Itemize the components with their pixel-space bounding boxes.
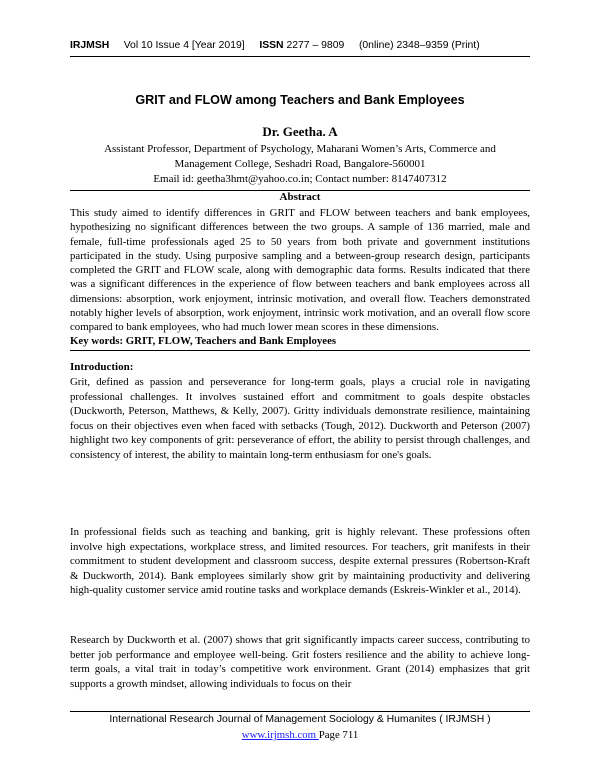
keywords: Key words: GRIT, FLOW, Teachers and Bank Employees (70, 335, 337, 347)
abstract-text: This study aimed to identify differences in GRIT and FLOW between teachers and bank employees, hypothesizing no significant differences between the two groups. A sample of 136 married, male and female, full-time professionals aged 25 to 50 years from both private and government institutions participated in the study. Using purposive sampling and a between-group research design, participants completed the GRIT and FLOW scale, along with demographic data forms. Results indicated that there was a significant differences in the experience of flow between teachers and bank employees across all dimensions: absorption, work enjoyment, intrinsic motivation, and overall flow. Teachers demonstrated notably higher levels of absorption, work enjoyment, intrinsic work motivation, and an overall flow score compared to bank employees, who had much lower mean scores in these dimensions. (70, 207, 530, 334)
footer-journal-name: International Research Journal of Management Sociology & Humanites ( IRJMSH ) (109, 714, 491, 725)
running-head (70, 40, 530, 51)
page-number: Page 711 (318, 729, 359, 741)
journal-url-link[interactable]: www.irjmsh.com (241, 729, 319, 741)
contact-line: Email id: geetha3hmt@yahoo.co.in; Contact number: 8147407312 (153, 173, 447, 185)
introduction-heading: Introduction: (70, 361, 134, 373)
footer-divider (70, 711, 530, 712)
header-divider (70, 56, 530, 57)
author-affiliation (70, 142, 530, 187)
issn-number: 2277 – 9809 (286, 40, 345, 51)
affiliation-line-2: Management College, Seshadri Road, Bangalore-560001 (174, 158, 426, 170)
footer-line (70, 729, 530, 741)
abstract-bottom-divider (70, 350, 530, 351)
issn-online: (0nline) 2348–9359 (Print) (358, 40, 480, 51)
intro-paragraph-1: Grit, defined as passion and perseverance for long-term goals, plays a crucial role in navigating professional challenges. It involves sustained effort and commitment to goals despite obstacles (Duckworth, Peterson, Matthews, & Kelly, 2007). Gritty individuals demonstrate resilience, maintaining focus on their objectives even when faced with setbacks (Tough, 2012). Duckworth and Peterson (2007) highlight two key components of grit: perseverance of effort, the ability to persist through challenges, and consistency of interest, the ability to maintain long-term enthusiasm for one's goals. (70, 376, 530, 461)
paper-title: GRIT and FLOW among Teachers and Bank Employees (135, 93, 465, 107)
abstract-heading: Abstract (279, 191, 321, 203)
author-name: Dr. Geetha. A (262, 124, 338, 139)
issn-label: ISSN (259, 40, 284, 51)
intro-paragraph-3: Research by Duckworth et al. (2007) shows that grit significantly impacts career success, contributing to better job performance and employee well-being. Grit fosters resilience and the ability to achieve long-term goals, a vital trait in today’s competitive work environment. Grant (2014) emphasizes that grit supports a growth mindset, allowing individuals to focus on their (70, 634, 530, 690)
intro-paragraph-2: In professional fields such as teaching and banking, grit is highly relevant. These professions often involve high expectations, workplace stress, and limited resources. For teachers, grit manifests in their commitment to student development and classroom success, despite external pressures (Robertson-Kraft & Duckworth, 2014). Bank employees similarly show grit by maintaining productivity and delivering high-quality customer service amid routine tasks and workplace demands (Eskreis-Winkler et al., 2014). (70, 526, 530, 597)
journal-abbrev: IRJMSH (70, 40, 110, 51)
affiliation-line-1: Assistant Professor, Department of Psychology, Maharani Women’s Arts, Commerce and (104, 143, 496, 155)
volume-info: Vol 10 Issue 4 [Year 2019] (123, 40, 245, 51)
